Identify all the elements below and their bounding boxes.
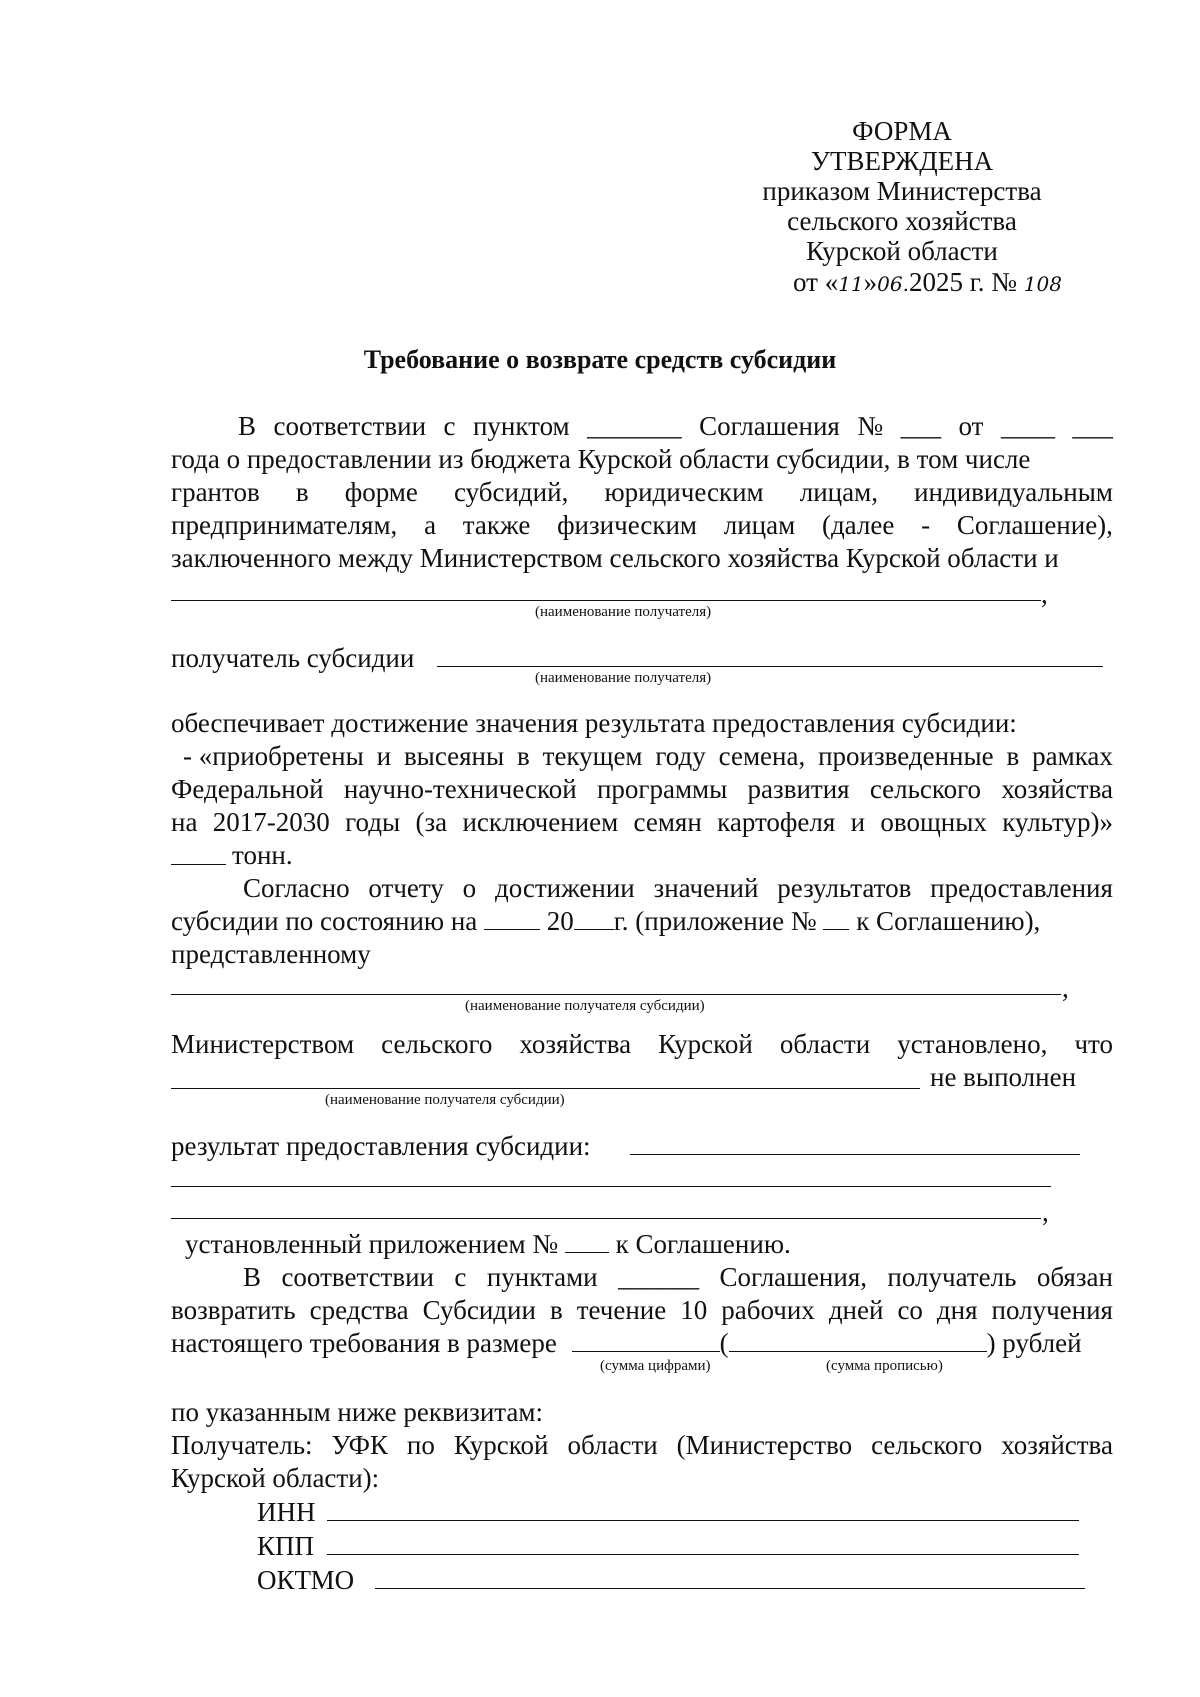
inn-blank — [327, 1520, 1079, 1521]
word: годы — [345, 807, 401, 837]
word: рабочих — [721, 1295, 815, 1325]
word: семян — [633, 807, 702, 837]
word: от — [958, 411, 984, 441]
word: (за — [415, 807, 448, 837]
kpp-blank — [327, 1554, 1079, 1555]
word: текущем — [542, 741, 643, 771]
oktmo-blank — [375, 1588, 1085, 1589]
caption-recipient-name: (наименование получателя) — [535, 604, 712, 620]
word: картофеля — [717, 807, 836, 837]
details-line3: Курской области): — [171, 1463, 380, 1493]
ministry-line: сельского хозяйства — [787, 206, 1017, 236]
result-line2 — [183, 740, 1113, 772]
para1-line1 — [238, 410, 1113, 442]
year-prefix: 20 — [546, 906, 574, 936]
date-year: 2025 г. № — [908, 267, 1018, 297]
para1-line4 — [171, 509, 1113, 541]
to-agreement: к Соглашению), — [856, 906, 1041, 936]
caption-recipient-name-2: (наименование получателя) — [535, 670, 712, 686]
word: соответствии — [273, 411, 427, 441]
word: исключением — [462, 807, 619, 837]
word: (далее — [821, 510, 895, 540]
comma: , — [1041, 579, 1048, 609]
word: программы — [596, 774, 728, 804]
word: сельского — [381, 1029, 493, 1059]
word: в — [295, 477, 309, 507]
word: Федеральной — [171, 774, 324, 804]
report-date-blank — [484, 907, 540, 930]
document-title: Требование о возврате средств субсидии — [363, 345, 837, 374]
word: дней — [828, 1295, 884, 1325]
word: предоставления — [930, 873, 1113, 903]
not-met-recipient-blank — [171, 1088, 920, 1089]
points-blank: ______ — [618, 1262, 700, 1292]
not-met-label: не выполнен — [930, 1062, 1077, 1092]
word: с — [443, 411, 456, 441]
word: сельского — [871, 1430, 983, 1460]
word: со — [897, 1295, 923, 1325]
word: отчету — [368, 873, 444, 903]
word: году — [655, 741, 706, 771]
report-line1 — [243, 872, 1113, 904]
caption-sum-digits: (сумма цифрами) — [600, 1358, 711, 1374]
word: культур)» — [1002, 807, 1113, 837]
word: форме — [344, 477, 418, 507]
word: в — [1006, 741, 1020, 771]
para1-line3 — [171, 476, 1113, 508]
word: Курской — [453, 1430, 549, 1460]
word: в — [549, 1295, 563, 1325]
date-prefix: от « — [793, 267, 839, 297]
kpp-label: КПП — [257, 1531, 315, 1561]
order-date-line — [793, 266, 1062, 300]
number-blank: ___ — [900, 411, 942, 441]
form-label: ФОРМА — [852, 116, 952, 146]
report-line2 — [171, 905, 1040, 937]
word: хозяйства — [1001, 774, 1113, 804]
word: значений — [653, 873, 759, 903]
word: соответствии — [281, 1262, 434, 1292]
word: что — [1074, 1029, 1113, 1059]
result-line4 — [171, 806, 1113, 838]
refund-line1 — [243, 1261, 1113, 1293]
recipient-blank — [437, 666, 1103, 667]
order-line: приказом Министерства — [762, 176, 1042, 206]
word: предпринимателям, — [171, 510, 398, 540]
comma: , — [1042, 1197, 1049, 1227]
word: развития — [747, 774, 850, 804]
word: лицам, — [799, 477, 878, 507]
caption-recipient-subsidy: (наименование получателя субсидии) — [465, 998, 705, 1014]
result-line3 — [171, 773, 1113, 805]
annex-end: к Соглашению. — [615, 1229, 791, 1259]
word: произведенные — [818, 741, 994, 771]
word: с — [454, 1262, 467, 1292]
word: физическим — [557, 510, 697, 540]
open-paren: ( — [719, 1328, 729, 1358]
word: 10 — [680, 1295, 708, 1325]
date-blank: ____ — [1000, 411, 1055, 441]
report-line3: представленному — [171, 939, 371, 969]
tonnes-label: тонн. — [232, 840, 293, 870]
word: и — [376, 741, 392, 771]
region-line: Курской области — [806, 236, 998, 266]
word: - — [921, 510, 931, 540]
word: научно-технической — [343, 774, 577, 804]
word: рамках — [1032, 741, 1113, 771]
word: Субсидии — [422, 1295, 536, 1325]
rubles-label: ) рублей — [986, 1328, 1082, 1358]
recipient-label: получатель субсидии — [171, 643, 415, 673]
details-line2 — [171, 1429, 1113, 1461]
word: течение — [576, 1295, 667, 1325]
word: о — [462, 873, 477, 903]
word: № — [857, 411, 884, 441]
word: УФК — [331, 1430, 388, 1460]
word: Министерством — [171, 1029, 355, 1059]
result-blank-3 — [171, 1218, 1041, 1219]
sum-digits-blank — [572, 1329, 720, 1352]
result-label: результат предоставления субсидии: — [171, 1131, 591, 1161]
annex-label: г. (приложение № — [613, 906, 817, 936]
refund-amount-label: настоящего требования в размере — [171, 1328, 557, 1358]
word: пунктом — [472, 411, 570, 441]
ministry-line1 — [171, 1028, 1113, 1060]
year-blank — [574, 907, 614, 930]
date-day: 11 — [838, 272, 864, 296]
word: средства — [309, 1295, 409, 1325]
tonnes-blank — [171, 864, 226, 865]
para1-line2: года о предоставлении из бюджета Курской области субсидии, в том числе — [171, 444, 1031, 474]
word: в — [517, 741, 530, 771]
word: В — [243, 1262, 262, 1292]
word: хозяйства — [1001, 1430, 1113, 1460]
annex-label: установленный приложением № — [185, 1229, 559, 1259]
word: обязан — [1036, 1262, 1113, 1292]
approved-label: УТВЕРЖДЕНА — [810, 146, 994, 176]
word: достижении — [494, 873, 635, 903]
word: - «приобретены — [183, 741, 364, 771]
details-line1: по указанным ниже реквизитам: — [171, 1397, 543, 1427]
para1-line5: заключенного между Министерством сельского хозяйства Курской области и — [171, 543, 1059, 573]
word: а — [424, 510, 437, 540]
word: высеяны — [403, 741, 505, 771]
word: результатов — [777, 873, 912, 903]
sum-words-blank — [729, 1329, 987, 1352]
word: Курской — [658, 1029, 753, 1059]
word: также — [462, 510, 531, 540]
date-mid: » — [863, 267, 878, 297]
word: области — [779, 1029, 871, 1059]
word: хозяйства — [519, 1029, 632, 1059]
recipient-name-blank — [171, 600, 1041, 601]
word: пунктами — [486, 1262, 598, 1292]
word: получатель — [887, 1262, 1017, 1292]
word: установлено, — [897, 1029, 1048, 1059]
report-date-label: субсидии по состоянию на — [171, 906, 478, 936]
refund-line3 — [171, 1327, 1082, 1359]
word: Соглашения, — [719, 1262, 867, 1292]
oktmo-label: ОКТМО — [257, 1565, 355, 1595]
caption-sum-words: (сумма прописью) — [826, 1358, 943, 1374]
point-blank: _______ — [587, 411, 682, 441]
word: В — [238, 411, 257, 441]
word: Согласно — [243, 873, 350, 903]
word: субсидий, — [453, 477, 569, 507]
word: по — [406, 1430, 435, 1460]
word: юридическим — [604, 477, 764, 507]
word: индивидуальным — [914, 477, 1113, 507]
annex-line — [185, 1228, 791, 1260]
order-number: 108 — [1023, 272, 1062, 296]
word: (Министерство — [676, 1430, 853, 1460]
refund-line2 — [171, 1294, 1113, 1326]
word: возвратить — [171, 1295, 296, 1325]
word: дня — [936, 1295, 978, 1325]
result-blank-2 — [171, 1186, 1051, 1187]
inn-label: ИНН — [257, 1497, 316, 1527]
caption-recipient-subsidy-2: (наименование получателя субсидии) — [325, 1092, 565, 1108]
word: Соглашение), — [956, 510, 1113, 540]
word: получения — [991, 1295, 1113, 1325]
word: овощных — [880, 807, 987, 837]
word: 2017-2030 — [212, 807, 330, 837]
annex-number-blank — [823, 907, 849, 930]
result-blank-1 — [630, 1154, 1080, 1155]
word: Получатель: — [171, 1430, 313, 1460]
word: Соглашения — [699, 411, 840, 441]
date-month: 06. — [877, 272, 909, 296]
result-line1: обеспечивает достижение значения результата предоставления субсидии: — [171, 708, 1017, 738]
comma: , — [1062, 973, 1069, 1003]
recipient-subsidy-blank — [171, 994, 1061, 995]
word: сельского — [869, 774, 982, 804]
word: и — [850, 807, 866, 837]
word: лицам — [723, 510, 796, 540]
word: семена, — [718, 741, 806, 771]
annex-number-blank — [565, 1230, 609, 1253]
word: области — [567, 1430, 658, 1460]
date-blank: ___ — [1072, 411, 1113, 441]
word: грантов — [171, 477, 260, 507]
word: на — [171, 807, 198, 837]
